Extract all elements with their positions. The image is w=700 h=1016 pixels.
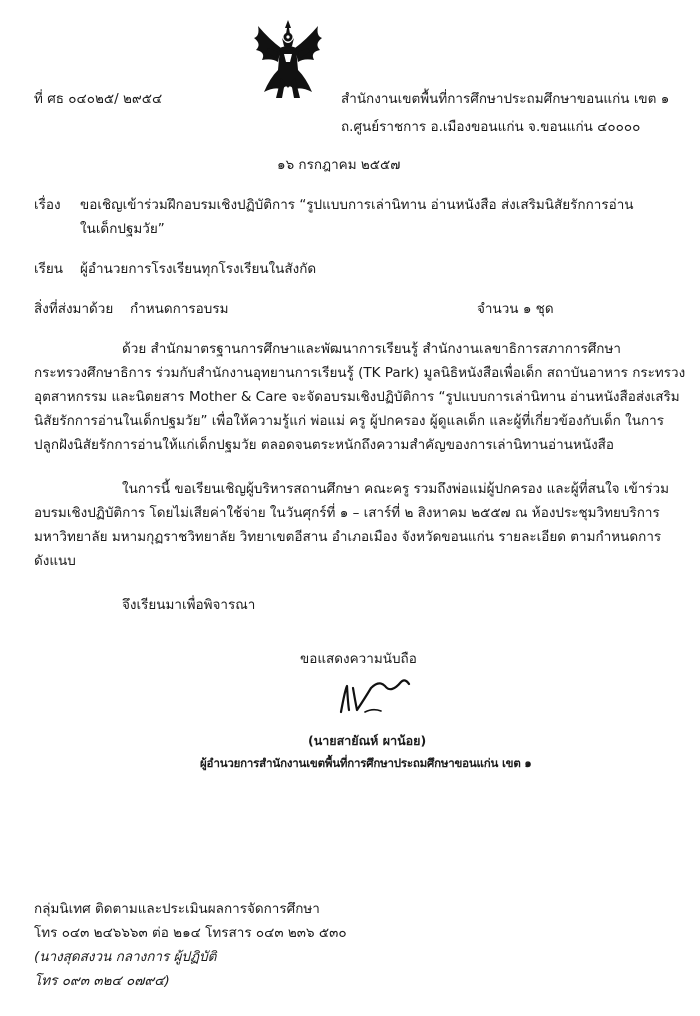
enclosure-item: กำหนดการอบรม	[130, 301, 229, 317]
paragraph-1-line-4: นิสัยรักการอ่านในเด็กปฐมวัย” เพื่อให้ความรู้แก่ พ่อแม่ ครู ผู้ปกครอง ผู้ดูแลเด็ก และผู้ที่เกี่ยวข้องกับเด็ก ในการ	[34, 413, 664, 429]
closing-request: จึงเรียนมาเพื่อพิจารณา	[122, 597, 256, 613]
footer-phone: โทร ๐๔๓ ๒๔๖๖๖๓ ต่อ ๒๑๔ โทรสาร ๐๔๓ ๒๓๖ ๕๓๐	[34, 925, 347, 941]
recipient-label: เรียน	[34, 261, 64, 277]
signatory-name: (นายสายัณห์ ผาน้อย)	[308, 733, 427, 748]
paragraph-2-line-1: ในการนี้ ขอเรียนเชิญผู้บริหารสถานศึกษา คณะครู รวมถึงพ่อแม่ผู้ปกครอง และผู้ที่สนใจ เข้าร่วม	[122, 481, 670, 497]
paragraph-1-line-3: อุตสาหกรรม และนิตยสาร Mother & Care จะจัดอบรมเชิงปฏิบัติการ “รูปแบบการเล่านิทาน อ่านหนังสือส่งเสริม	[34, 389, 680, 405]
subject-line-1: ขอเชิญเข้าร่วมฝึกอบรมเชิงปฏิบัติการ “รูปแบบการเล่านิทาน อ่านหนังสือ ส่งเสริมนิสัยรักการอ่าน	[80, 197, 634, 213]
paragraph-2-line-4: ดังแนบ	[34, 553, 76, 569]
footer-contact-name: (นางสุดสงวน กลางการ ผู้ปฏิบัติ	[34, 949, 217, 965]
paragraph-1-line-2: กระทรวงศึกษาธิการ ร่วมกับสำนักงานอุทยานการเรียนรู้ (TK Park) มูลนิธิหนังสือเพื่อเด็ก สถาบันอาหาร กระทรวง	[34, 365, 686, 381]
signatory-title: ผู้อำนวยการสำนักงานเขตพื้นที่การศึกษาประถมศึกษาขอนแก่น เขต ๑	[200, 756, 532, 770]
footer-contact-phone: โทร ๐๙๓ ๓๒๔ ๐๗๙๔)	[34, 973, 170, 989]
handwritten-signature	[335, 676, 415, 716]
subject-label: เรื่อง	[34, 197, 61, 213]
document-date: ๑๖ กรกฎาคม ๒๕๕๗	[277, 157, 401, 173]
paragraph-2-line-2: อบรมเชิงปฏิบัติการ โดยไม่เสียค่าใช้จ่าย ในวันศุกร์ที่ ๑ – เสาร์ที่ ๒ สิงหาคม ๒๕๕๗ ณ ห้องประชุมวิทยบริการ	[34, 505, 660, 521]
office-address: ถ.ศูนย์ราชการ อ.เมืองขอนแก่น จ.ขอนแก่น ๔๐๐๐๐	[341, 119, 641, 135]
garuda-emblem	[248, 18, 328, 100]
document-number: ที่ ศธ ๐๔๐๒๕/ ๒๙๕๔	[34, 91, 163, 107]
enclosure-label: สิ่งที่ส่งมาด้วย	[34, 301, 114, 317]
enclosure-quantity: จำนวน ๑ ชุด	[477, 301, 554, 317]
footer-department: กลุ่มนิเทศ ติดตามและประเมินผลการจัดการศึกษา	[34, 901, 320, 917]
recipient-text: ผู้อำนวยการโรงเรียนทุกโรงเรียนในสังกัด	[80, 261, 317, 277]
subject-line-2: ในเด็กปฐมวัย”	[80, 221, 165, 237]
paragraph-2-line-3: มหาวิทยาลัย มหามกุฏราชวิทยาลัย วิทยาเขตอีสาน อำเภอเมือง จังหวัดขอนแก่น รายละเอียด ตามกำหนดการ	[34, 529, 662, 545]
office-name: สำนักงานเขตพื้นที่การศึกษาประถมศึกษาขอนแก่น เขต ๑	[341, 91, 670, 107]
closing-salutation: ขอแสดงความนับถือ	[300, 651, 417, 667]
paragraph-1-line-5: ปลูกฝังนิสัยรักการอ่านให้แก่เด็กปฐมวัย ตลอดจนตระหนักถึงความสำคัญของการเล่านิทานอ่านหนังสือ	[34, 437, 615, 453]
paragraph-1-line-1: ด้วย สำนักมาตรฐานการศึกษาและพัฒนาการเรียนรู้ สำนักงานเลขาธิการสภาการศึกษา	[122, 341, 621, 357]
